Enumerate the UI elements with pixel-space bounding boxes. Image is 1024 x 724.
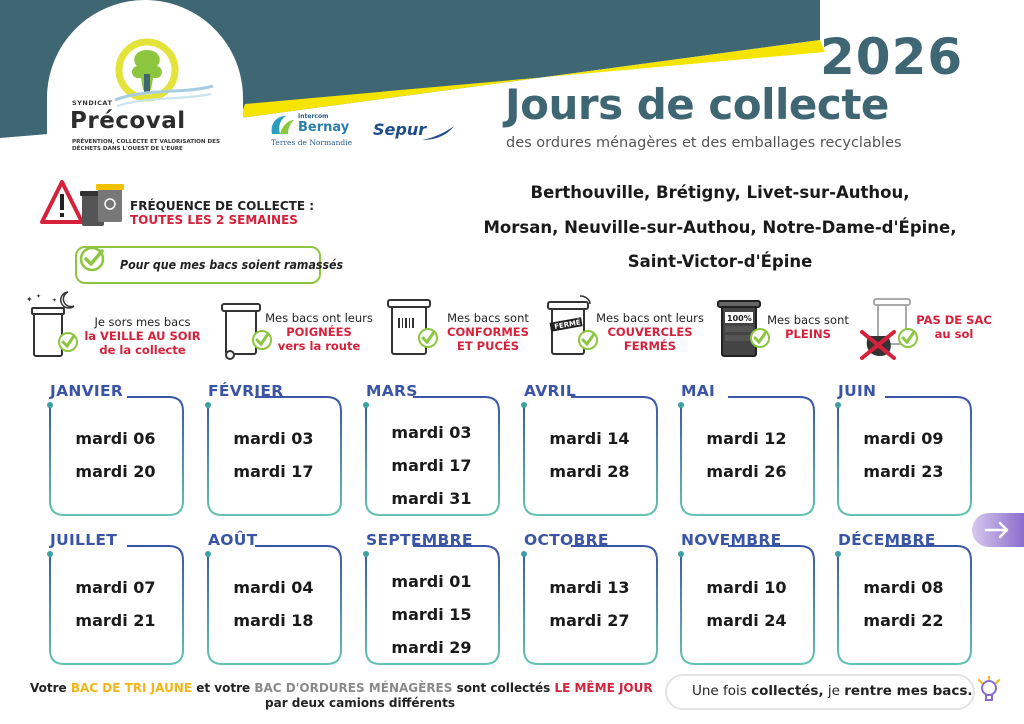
month-dot	[47, 551, 53, 557]
month-box	[836, 545, 971, 663]
towns-list	[440, 176, 1000, 280]
month-dates	[206, 571, 341, 637]
rule-evening	[80, 315, 205, 357]
collection-date: mardi 22	[863, 611, 944, 630]
frequency-label: FRÉQUENCE DE COLLECTE :	[130, 199, 315, 213]
rule-line: COUVERCLES	[607, 325, 693, 339]
page-title: Jours de collecte	[505, 80, 889, 129]
collection-date: mardi 20	[75, 462, 156, 481]
month-dates	[364, 565, 499, 664]
towns-line: Berthouville, Brétigny, Livet-sur-Authou,	[530, 183, 910, 202]
rule-no-bag	[912, 313, 996, 341]
collection-date: mardi 09	[863, 429, 944, 448]
rule-handles	[260, 311, 378, 353]
warning-bins-icon	[40, 178, 130, 230]
precoval-tagline: PRÉVENTION, COLLECTE ET VALORISATION DES DÉCHETS DANS L'OUEST DE L'EURE	[72, 139, 221, 152]
collection-date: mardi 26	[706, 462, 787, 481]
month-box	[679, 396, 814, 514]
rule-line: ET PUCÉS	[456, 339, 520, 353]
month-title: OCTOBRE	[524, 531, 609, 549]
rule-closed-lids	[590, 311, 710, 353]
rule-line: PLEINS	[785, 327, 831, 341]
month-title: AVRIL	[524, 382, 577, 400]
month-dot	[205, 551, 211, 557]
banner-text: Pour que mes bacs soient ramassés	[120, 258, 344, 272]
collection-date: mardi 29	[391, 638, 472, 657]
towns-line: Saint-Victor-d'Épine	[627, 252, 813, 271]
frequency-value: TOUTES LES 2 SEMAINES	[130, 213, 298, 227]
pill-message	[692, 683, 973, 699]
rule-line: la VEILLE AU SOIR	[84, 329, 201, 343]
month-dot	[835, 402, 841, 408]
rule-line: Mes bacs ont leurs	[265, 311, 373, 325]
month-title: NOVEMBRE	[681, 531, 782, 549]
check-icon	[78, 245, 108, 273]
footer-text: sont collectés	[452, 681, 555, 695]
month-title: JUIN	[838, 382, 877, 400]
month-box	[364, 545, 499, 663]
month-box	[48, 396, 183, 514]
month-title: MARS	[366, 382, 418, 400]
month-title: MAI	[681, 382, 716, 400]
towns-line: Morsan, Neuville-sur-Authou, Notre-Dame-d'Épine,	[483, 217, 957, 237]
no-bag-icon	[858, 296, 920, 360]
collection-date: mardi 15	[391, 605, 472, 624]
month-dates	[679, 422, 814, 488]
collection-date: mardi 27	[549, 611, 630, 630]
night-bin-icon	[22, 288, 84, 360]
month-title: DÉCEMBRE	[838, 531, 936, 549]
month-dates	[522, 422, 657, 488]
collection-date: mardi 01	[391, 572, 472, 591]
sepur-swoosh-icon	[420, 124, 456, 142]
precoval-name: Précoval	[70, 108, 186, 134]
rule-conform	[434, 311, 542, 353]
collection-date: mardi 03	[391, 423, 472, 442]
intercom-logo-icon	[268, 112, 296, 138]
month-dates	[364, 416, 499, 515]
rule-full	[762, 313, 854, 341]
intercom-name: Bernay	[298, 120, 350, 135]
collection-date: mardi 06	[75, 429, 156, 448]
collection-date: mardi 10	[706, 578, 787, 597]
rule-line: de la collecte	[99, 343, 186, 357]
sepur-logo: Sepur	[373, 120, 427, 139]
footer-yellow-bin: BAC DE TRI JAUNE	[70, 681, 193, 695]
collection-date: mardi 12	[706, 429, 787, 448]
month-title: JANVIER	[50, 382, 124, 400]
month-title: JUILLET	[50, 531, 118, 549]
rule-line: Mes bacs sont	[767, 313, 849, 327]
rule-line: Mes bacs ont leurs	[596, 311, 704, 325]
collection-date: mardi 08	[863, 578, 944, 597]
month-dates	[679, 571, 814, 637]
collection-date: mardi 03	[233, 429, 314, 448]
ferme-badge: FERMÉ	[553, 318, 582, 332]
month-box	[522, 545, 657, 663]
month-dates	[836, 422, 971, 488]
page-subtitle: des ordures ménagères et des emballages recyclables	[506, 135, 902, 151]
month-box	[48, 545, 183, 663]
pill-text: Une fois	[692, 683, 752, 699]
month-box	[206, 396, 341, 514]
intercom-label: Intercom	[298, 113, 329, 120]
precoval-logo-icon	[105, 36, 215, 111]
rule-line: POIGNÉES	[286, 325, 352, 339]
month-box	[206, 545, 341, 663]
month-dot	[521, 551, 527, 557]
month-dot	[363, 402, 369, 408]
month-dates	[522, 571, 657, 637]
footer-line-2: par deux camions différents	[265, 696, 455, 710]
rule-line: CONFORMES	[447, 325, 529, 339]
rule-line: Mes bacs sont	[447, 311, 529, 325]
month-dot	[678, 551, 684, 557]
rule-line: FERMÉS	[623, 339, 677, 353]
svg-text:✦: ✦	[26, 295, 33, 304]
full-badge: 100%	[727, 314, 752, 323]
footer-household-bin: BAC D'ORDURES MÉNAGÈRES	[254, 681, 453, 695]
collection-date: mardi 14	[549, 429, 630, 448]
pill-text: rentre mes bacs.	[844, 683, 973, 699]
month-box	[364, 396, 499, 514]
month-title: FÉVRIER	[208, 382, 284, 400]
collection-date: mardi 17	[391, 456, 472, 475]
month-box	[522, 396, 657, 514]
intercom-subtitle: Terres de Normandie	[271, 138, 353, 147]
month-dates	[206, 422, 341, 488]
month-dot	[363, 551, 369, 557]
month-dates	[48, 422, 183, 488]
rule-line: vers la route	[277, 339, 361, 353]
month-dot	[521, 402, 527, 408]
month-title: AOÛT	[208, 531, 258, 549]
rule-line: au sol	[934, 327, 974, 341]
year: 2026	[820, 28, 964, 86]
svg-text:✦: ✦	[52, 297, 58, 304]
collection-date: mardi 24	[706, 611, 787, 630]
month-dates	[836, 571, 971, 637]
lightbulb-icon	[976, 676, 1002, 706]
rule-line: PAS DE SAC	[916, 313, 992, 327]
month-dot	[678, 402, 684, 408]
footer-text: Votre	[30, 681, 71, 695]
footer-line-1	[30, 681, 690, 695]
next-arrow-icon[interactable]	[972, 513, 1024, 547]
month-dates	[48, 571, 183, 637]
svg-text:✦: ✦	[36, 293, 42, 300]
month-dot	[47, 402, 53, 408]
month-dot	[205, 402, 211, 408]
footer-same-day: LE MÊME JOUR	[554, 681, 653, 695]
collection-date: mardi 23	[863, 462, 944, 481]
month-box	[836, 396, 971, 514]
pill-text: je	[823, 683, 845, 699]
collection-date: mardi 28	[549, 462, 630, 481]
syndicat-label: SYNDICAT	[72, 99, 113, 107]
collection-date: mardi 13	[549, 578, 630, 597]
month-dot	[835, 551, 841, 557]
collection-date: mardi 31	[391, 489, 472, 508]
month-title: SEPTEMBRE	[366, 531, 473, 549]
collection-date: mardi 21	[75, 611, 156, 630]
footer-text: et votre	[192, 681, 255, 695]
month-box	[679, 545, 814, 663]
collection-date: mardi 18	[233, 611, 314, 630]
collection-date: mardi 04	[233, 578, 314, 597]
collection-date: mardi 17	[233, 462, 314, 481]
collection-date: mardi 07	[75, 578, 156, 597]
rule-line: Je sors mes bacs	[94, 315, 191, 329]
pill-text: collectés,	[751, 683, 824, 699]
